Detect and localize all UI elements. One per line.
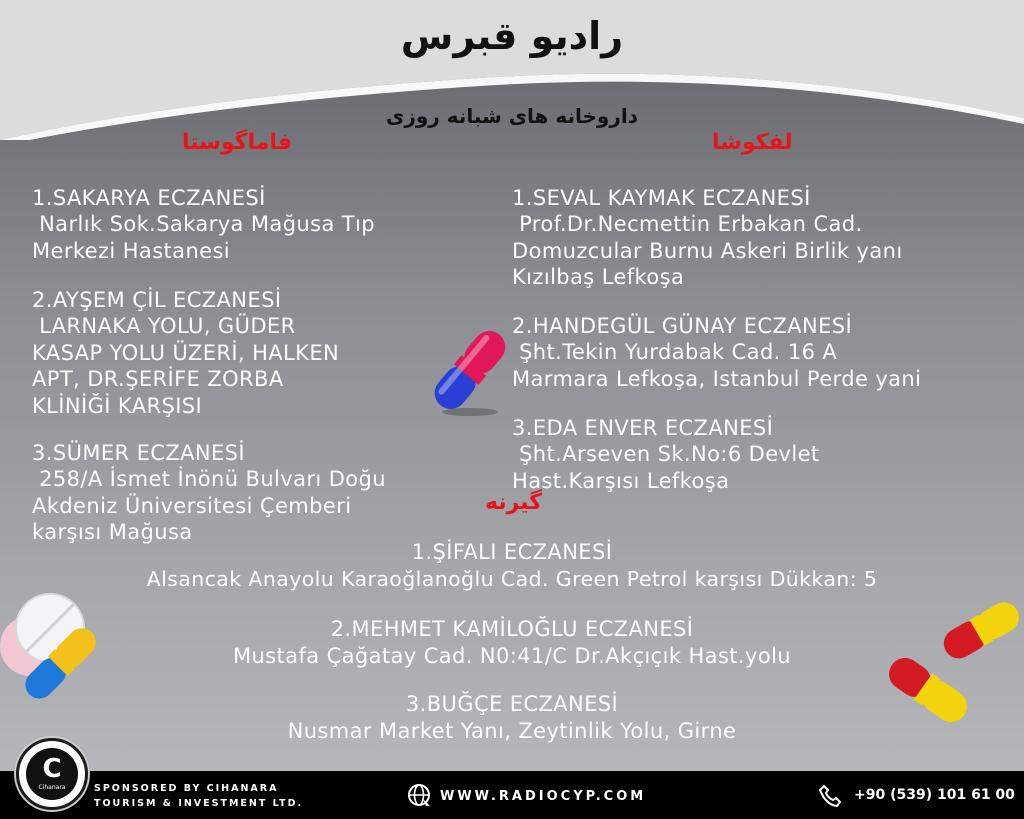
section-heading-lefkosa: لفکوشا xyxy=(712,130,793,155)
logo-letter: C xyxy=(42,754,62,784)
pharmacy-name: 3.BUĞÇE ECZANESİ xyxy=(405,692,619,716)
pharmacy-name: 1.SEVAL KAYMAK ECZANESİ xyxy=(512,186,811,210)
pharmacy-address: Alsancak Anayolu Karaoğlanoğlu Cad. Green Petrol karşısı Dükkan: 5 xyxy=(146,567,878,591)
pharmacy-address: Mustafa Çağatay Cad. N0:41/C Dr.Akçıçık Hast.yolu xyxy=(232,644,792,668)
sponsor-logo xyxy=(16,738,88,810)
pharmacy-name: 2.AYŞEM ÇİL ECZANESİ xyxy=(32,288,282,312)
section-heading-famagusta: فاماگوستا xyxy=(182,130,293,155)
sponsor-line2: TOURISM & INVESTMENT LTD. xyxy=(94,798,304,809)
pharmacy-name: 1.ŞİFALI ECZANESİ xyxy=(411,540,613,564)
pill-capsule-icon xyxy=(880,590,1024,740)
footer-bar xyxy=(0,771,1024,819)
pharmacy-address: Nusmar Market Yanı, Zeytinlik Yolu, Girne xyxy=(287,719,737,743)
phone-number[interactable]: +90 (539) 101 61 00 xyxy=(854,787,1015,803)
pharmacy-address: Şht.Arseven Sk.No:6 Devlet Hast.Karşısı Lefkoşa xyxy=(512,442,820,493)
sponsor-line1: SPONSORED BY CIHANARA xyxy=(94,783,279,794)
pharmacy-name: 2.HANDEGÜL GÜNAY ECZANESİ xyxy=(512,314,853,338)
phone-icon xyxy=(818,784,842,808)
pill-capsule-icon xyxy=(430,328,510,418)
page-title: رادیو قبرس xyxy=(400,14,624,58)
globe-icon xyxy=(406,782,432,808)
pharmacy-name: 1.SAKARYA ECZANESİ xyxy=(32,186,266,210)
tablet-icon xyxy=(0,588,120,708)
logo-name: Cihanara xyxy=(38,784,66,791)
section-heading-girne: گیرنه xyxy=(485,490,543,515)
pharmacy-name: 2.MEHMET KAMİLOĞLU ECZANESİ xyxy=(330,617,694,641)
pharmacy-address: Prof.Dr.Necmettin Erbakan Cad. Domuzcular Burnu Askeri Birlik yanı Kızılbaş Lefkoşa xyxy=(512,212,903,289)
pharmacy-address: Şht.Tekin Yurdabak Cad. 16 A Marmara Lefkoşa, Istanbul Perde yani xyxy=(512,340,922,391)
pharmacy-name: 3.EDA ENVER ECZANESİ xyxy=(512,416,774,440)
pharmacy-name: 3.SÜMER ECZANESİ xyxy=(32,441,245,465)
pharmacy-address: 258/A İsmet İnönü Bulvarı Doğu Akdeniz Üniversitesi Çemberi karşısı Mağusa xyxy=(32,467,386,544)
website-link[interactable]: WWW.RADIOCYP.COM xyxy=(440,789,647,804)
pharmacy-address: LARNAKA YOLU, GÜDER KASAP YOLU ÜZERİ, HALKEN APT, DR.ŞERİFE ZORBA KLİNİĞİ KARŞISI xyxy=(32,314,340,418)
pharmacy-address: Narlık Sok.Sakarya Mağusa Tıp Merkezi Hastanesi xyxy=(32,212,375,263)
page-subtitle: داروخانه های شبانه روزی xyxy=(386,104,638,128)
